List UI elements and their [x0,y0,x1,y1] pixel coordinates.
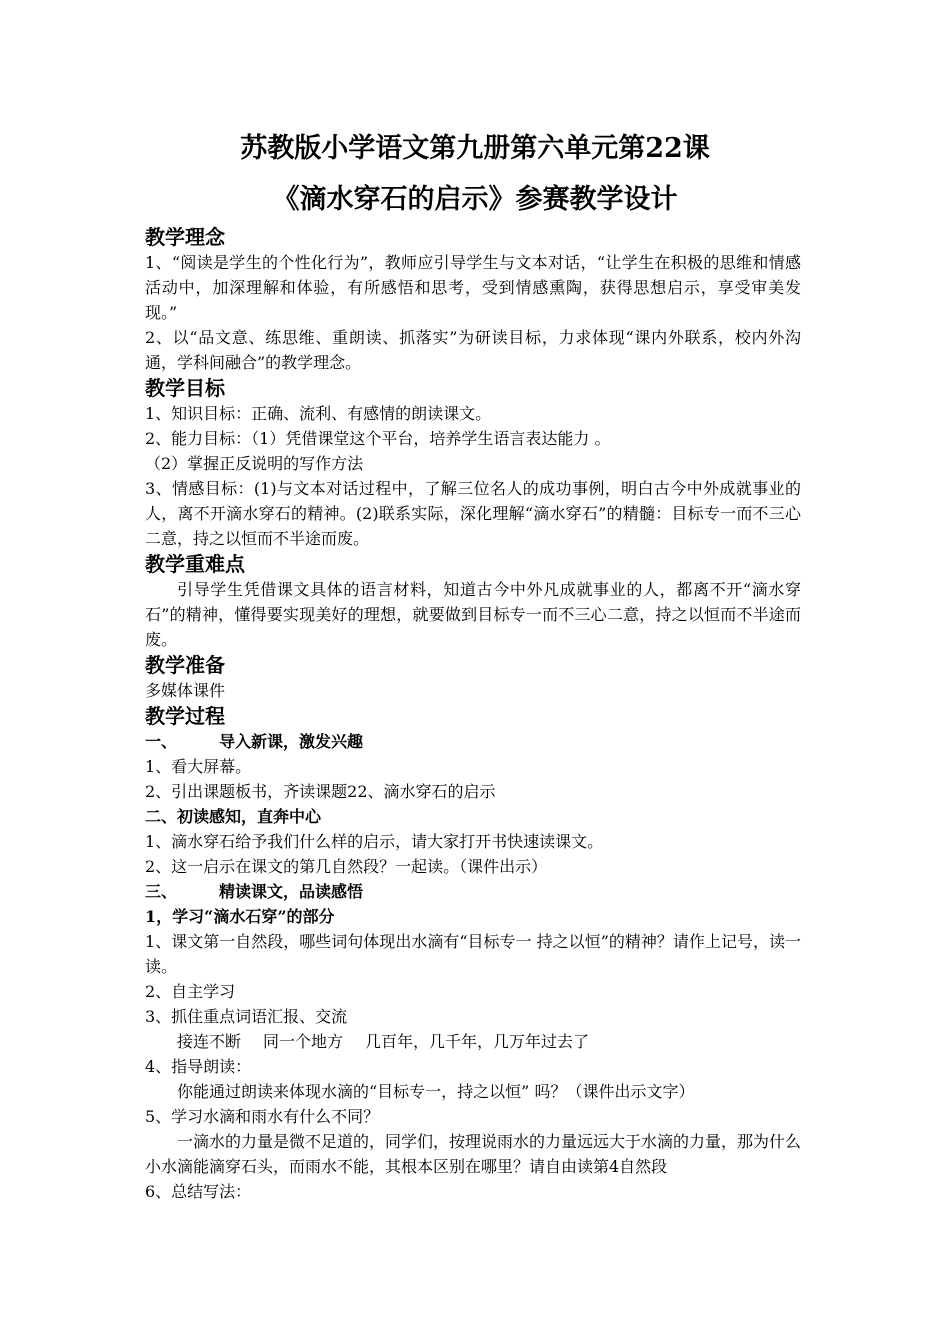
phrase: 几百年，几千年，几万年过去了 [365,1032,590,1051]
section-heading-key-difficulties: 教学重难点 [145,552,245,576]
section-heading-teaching-philosophy: 教学理念 [145,225,225,249]
phrase: 接连不断 [177,1032,242,1051]
key-phrases [145,1029,801,1054]
step-title-text: 导入新课，激发兴趣 [219,732,364,751]
step-title-text: 精读课文，品读感悟 [219,882,364,901]
paragraph: 2、以“品文意、练思维、重朗读、抓落实”为研读目标，力求体现“课内外联系，校内外沟通，学科间融合”的教学理念。 [145,328,801,372]
phrase: 同一个地方 [263,1032,344,1051]
section-heading-teaching-process: 教学过程 [145,704,225,728]
list-item: 1、课文第一自然段，哪些词句体现出水滴有“目标专一 持之以恒”的精神？请作上记号，读一读。 [145,932,801,976]
step-title [145,879,801,904]
section-heading-preparation: 教学准备 [145,653,225,677]
list-item: 1、看大屏幕。 [145,757,252,776]
list-item: 3、抓住重点词语汇报、交流 [145,1007,348,1026]
step-title: 二、初读感知，直奔中心 [145,807,322,826]
list-item: 5、学习水滴和雨水有什么不同？ [145,1107,380,1126]
paragraph: 1、知识目标：正确、流利、有感情的朗读课文。 [145,404,492,423]
list-item: 2、这一启示在课文的第几自然段？一起读。（课件出示） [145,857,548,876]
paragraph: 1、“阅读是学生的个性化行为”，教师应引导学生与文本对话，“让学生在积极的思维和情感活动中，加深理解和体验，有所感悟和思考，受到情感熏陶，获得思想启示，享受审美发现。” [145,253,801,322]
step-title [145,729,801,754]
document-body [145,224,801,1204]
paragraph: 多媒体课件 [145,681,226,700]
step-number: 三、 [145,882,178,901]
list-item: 6、总结写法： [145,1182,252,1201]
list-item: 1、滴水穿石给予我们什么样的启示，请大家打开书快速读课文。 [145,832,604,851]
document-title-line2: 《滴水穿石的启示》参赛教学设计 [272,184,678,215]
paragraph: 3、情感目标：(1)与文本对话过程中，了解三位名人的成功事例，明白古今中外成就事业的人，离不开滴水穿石的精神。(2)联系实际，深化理解“滴水穿石”的精髓：目标专一而不三心二意，持之以恒而不半途而废。 [145,479,801,548]
paragraph: 你能通过朗读来体现水滴的“目标专一，持之以恒” 吗？（课件出示文字） [177,1082,695,1101]
document-title-line1: 苏教版小学语文第九册第六单元第22课 [240,133,710,164]
section-heading-teaching-goals: 教学目标 [145,376,225,400]
list-item: 4、指导朗读： [145,1057,252,1076]
paragraph: 一滴水的力量是微不足道的，同学们，按理说雨水的力量远远大于水滴的力量，那为什么小水滴能滴穿石头，而雨水不能，其根本区别在哪里？请自由读第4自然段 [145,1132,802,1176]
paragraph: 2、能力目标：（1）凭借课堂这个平台，培养学生语言表达能力 。 [145,429,611,448]
list-item: 2、引出课题板书，齐读课题22、滴水穿石的启示 [145,782,496,801]
paragraph: 引导学生凭借课文具体的语言材料，知道古今中外凡成就事业的人，都离不开“滴水穿石”的精神，懂得要实现美好的理想，就要做到目标专一而不三心二意，持之以恒而不半途而废。 [145,580,801,649]
step-number: 一、 [145,732,178,751]
paragraph: （2）掌握正反说明的写作方法 [145,454,364,473]
part-title: 1，学习“滴水石穿”的部分 [145,907,335,926]
list-item: 2、自主学习 [145,982,236,1001]
